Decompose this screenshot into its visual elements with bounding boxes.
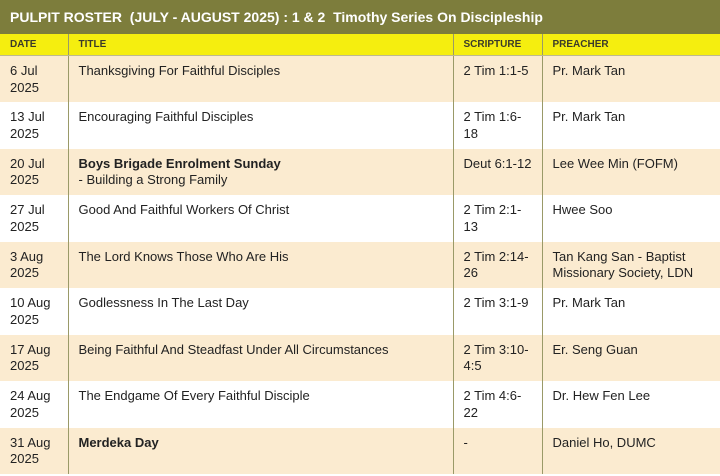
title-highlight: Merdeka Day [78,434,159,450]
title-text: The Endgame Of Every Faithful Disciple [78,388,310,403]
header-title: TITLE [68,34,453,56]
cell-scripture: 2 Tim 1:6-18 [453,102,542,149]
cell-title [68,195,453,242]
cell-title [68,102,453,149]
table-row [0,381,720,428]
table-row [0,242,720,289]
cell-title [68,56,453,103]
cell-preacher: Daniel Ho, DUMC [542,428,720,475]
cell-scripture: 2 Tim 4:6-22 [453,381,542,428]
cell-title [68,335,453,382]
cell-title [68,288,453,335]
cell-title [68,149,453,196]
title-text: The Lord Knows Those Who Are His [78,248,289,264]
title-text: Being Faithful And Steadfast Under All Circumstances [78,341,389,357]
table-row [0,428,720,475]
header-row [0,34,720,56]
cell-scripture: - [453,428,542,475]
cell-preacher: Pr. Mark Tan [542,102,720,149]
cell-date: 6 Jul 2025 [0,56,68,103]
cell-title [68,242,453,289]
header-date: DATE [0,34,68,56]
title-text: Good And Faithful Workers Of Christ [78,202,290,217]
roster-table [0,34,720,474]
cell-date: 20 Jul 2025 [0,149,68,196]
cell-scripture: 2 Tim 3:10-4:5 [453,335,542,382]
cell-scripture: 2 Tim 1:1-5 [453,56,542,103]
cell-preacher: Tan Kang San - Baptist Missionary Society, LDN [542,242,720,289]
cell-scripture: 2 Tim 3:1-9 [453,288,542,335]
table-row [0,102,720,149]
cell-preacher: Pr. Mark Tan [542,56,720,103]
title-text: Encouraging Faithful Disciples [78,109,254,124]
cell-scripture: Deut 6:1-12 [453,149,542,196]
cell-date: 3 Aug 2025 [0,242,68,289]
table-row [0,149,720,196]
title-highlight: Boys Brigade Enrolment Sunday [78,155,281,171]
title-text: Thanksgiving For Faithful Disciples [78,63,281,78]
cell-scripture: 2 Tim 2:14-26 [453,242,542,289]
table-row [0,288,720,335]
cell-preacher: Er. Seng Guan [542,335,720,382]
header-scripture: SCRIPTURE [453,34,542,56]
cell-title [68,381,453,428]
cell-date: 17 Aug 2025 [0,335,68,382]
cell-date: 13 Jul 2025 [0,102,68,149]
cell-preacher: Hwee Soo [542,195,720,242]
table-row [0,335,720,382]
cell-scripture: 2 Tim 2:1-13 [453,195,542,242]
title-text: - Building a Strong Family [78,172,228,187]
title-text: Godlessness In The Last Day [78,295,249,310]
header-preacher: PREACHER [542,34,720,56]
cell-title [68,428,453,475]
cell-preacher: Pr. Mark Tan [542,288,720,335]
table-row [0,195,720,242]
cell-date: 24 Aug 2025 [0,381,68,428]
cell-date: 10 Aug 2025 [0,288,68,335]
table-row [0,56,720,103]
cell-date: 31 Aug 2025 [0,428,68,475]
cell-date: 27 Jul 2025 [0,195,68,242]
cell-preacher: Lee Wee Min (FOFM) [542,149,720,196]
roster-title: PULPIT ROSTER (JULY - AUGUST 2025) : 1 & 2 Timothy Series On Discipleship [0,0,720,34]
cell-preacher: Dr. Hew Fen Lee [542,381,720,428]
